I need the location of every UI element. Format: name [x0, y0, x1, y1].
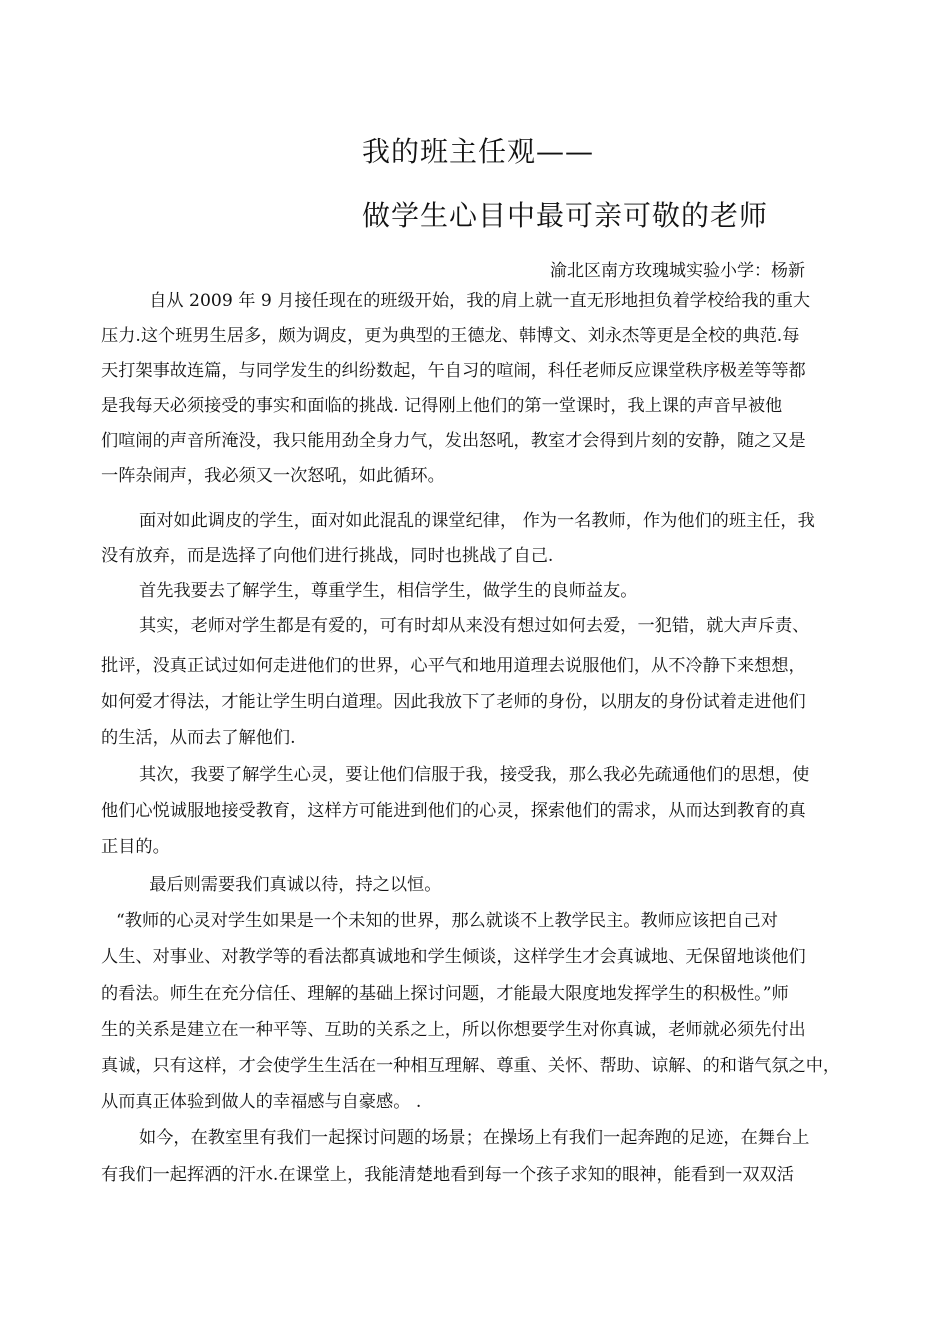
body-line: 如何爱才得法，才能让学生明白道理。因此我放下了老师的身份，以朋友的身份试着走进他们	[101, 692, 806, 712]
body-line: 是我每天必须接受的事实和面临的挑战. 记得刚上他们的第一堂课时，我上课的声音早被他	[101, 396, 783, 416]
body-line: 正目的。	[101, 837, 170, 857]
body-line: “教师的心灵对学生如果是一个未知的世界，那么就谈不上教学民主。教师应该把自己对	[116, 911, 778, 931]
body-line: 有我们一起挥洒的汗水.在课堂上，我能清楚地看到每一个孩子求知的眼神，能看到一双双活	[101, 1165, 794, 1185]
body-line: 其实，老师对学生都是有爱的，可有时却从来没有想过如何去爱，一犯错，就大声斥责、	[139, 616, 810, 636]
document-title-line-1: 我的班主任观——	[362, 135, 595, 168]
body-line: 如今，在教室里有我们一起探讨问题的场景；在操场上有我们一起奔跑的足迹，在舞台上	[139, 1128, 810, 1148]
body-line: 压力.这个班男生居多，颇为调皮，更为典型的王德龙、韩博文、刘永杰等更是全校的典范.每	[101, 326, 800, 346]
body-line: 首先我要去了解学生，尊重学生，相信学生，做学生的良师益友。	[139, 581, 638, 601]
body-line: 生的关系是建立在一种平等、互助的关系之上，所以你想要学生对你真诚，老师就必须先付出	[101, 1020, 806, 1040]
body-line: 一阵杂闹声，我必须又一次怒吼，如此循环。	[101, 466, 445, 486]
body-line: 的看法。师生在充分信任、理解的基础上探讨问题，才能最大限度地发挥学生的积极性。”师	[101, 984, 789, 1004]
document-title-line-2: 做学生心目中最可亲可敬的老师	[362, 199, 769, 232]
body-line: 面对如此调皮的学生，面对如此混乱的课堂纪律， 作为一名教师，作为他们的班主任，我	[139, 511, 815, 531]
body-line: 们喧闹的声音所淹没，我只能用劲全身力气，发出怒吼，教室才会得到片刻的安静，随之又是	[101, 431, 806, 451]
author-byline: 渝北区南方玫瑰城实验小学：杨新	[550, 261, 805, 281]
body-line: 天打架事故连篇，与同学发生的纠纷数起，午自习的喧闹，科任老师反应课堂秩序极差等等都	[101, 361, 806, 381]
body-line: 没有放弃，而是选择了向他们进行挑战，同时也挑战了自己.	[101, 546, 554, 566]
body-line: 从而真正体验到做人的幸福感与自豪感。 .	[101, 1092, 422, 1112]
body-line: 人生、对事业、对教学等的看法都真诚地和学生倾谈，这样学生才会真诚地、无保留地谈他们	[101, 947, 806, 967]
body-line: 他们心悦诚服地接受教育，这样方可能进到他们的心灵，探索他们的需求，从而达到教育的真	[101, 801, 806, 821]
body-line: 最后则需要我们真诚以待，持之以恒。	[132, 875, 442, 895]
body-line: 的生活，从而去了解他们.	[101, 728, 296, 748]
body-line: 批评，没真正试过如何走进他们的世界，心平气和地用道理去说服他们，从不冷静下来想想，	[101, 656, 806, 676]
body-line: 自从 2009 年 9 月接任现在的班级开始，我的肩上就一直无形地担负着学校给我的重大	[132, 291, 811, 311]
body-line: 真诚，只有这样，才会使学生生活在一种相互理解、尊重、关怀、帮助、谅解、的和谐气氛之中，	[101, 1056, 841, 1076]
body-line: 其次，我要了解学生心灵，要让他们信服于我，接受我，那么我必先疏通他们的思想，使	[139, 765, 810, 785]
